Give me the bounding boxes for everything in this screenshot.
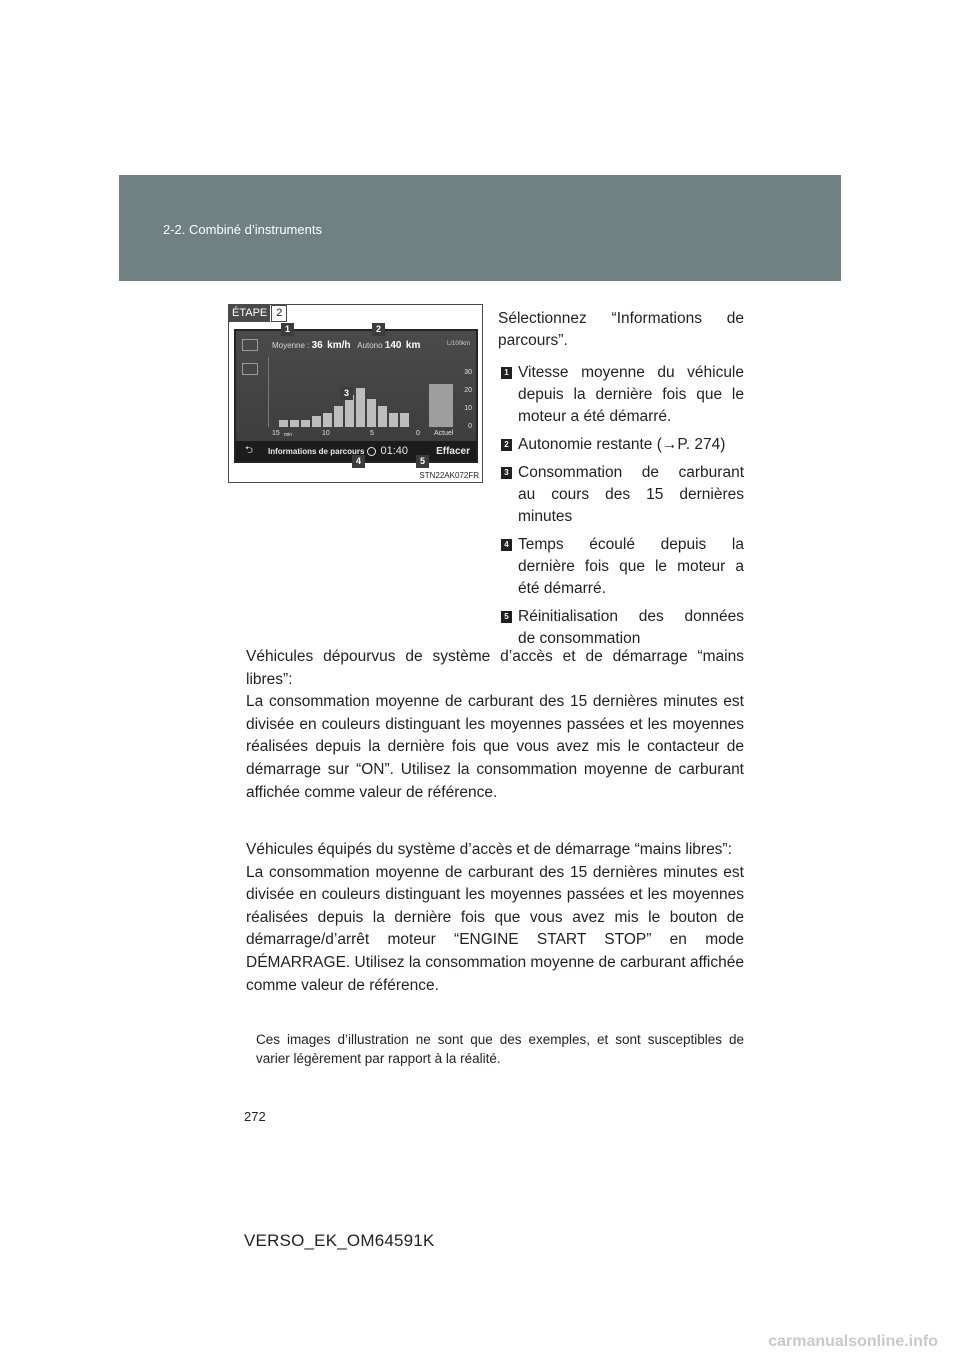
clock-icon [367,447,376,456]
bar [367,399,376,427]
callout-item-1 [498,362,744,428]
figure-trip-info [228,304,483,483]
bar [334,406,343,427]
callout-text-line: Autonomie restante (→P. 274) [518,436,726,453]
bar-actuel [429,384,453,427]
figure-code: STN22AK072FR [419,471,479,480]
callout-badge: 2 [501,439,512,451]
trip-info-title: Informations de parcours [268,446,365,456]
moyenne-value: 36 [311,340,323,351]
watermark: carmanualsonline.info [768,1333,938,1350]
callout-text-line: Consommation de carburant [518,464,744,481]
page-number: 272 [244,1109,266,1124]
bar [290,420,299,427]
callout-1: 1 [281,323,294,336]
callout-text-line: moteur a été démarré. [518,408,672,425]
callout-badge: 3 [501,467,512,479]
footer-code: VERSO_EK_OM64591K [244,1231,435,1250]
paragraph-body: La consommation moyenne de carburant des 15 dernières minutes est divisée en couleurs distinguant les moyennes passées et les moyennes réalisées depuis la dernière fois que vous avez mis le bouton de démarrage/d’arrêt moteur “ENGINE START STOP” en mode DÉMARRAGE. Utilisez la consommation moyenne de carburant affichée comme valeur de référence. [246,863,744,994]
bar [323,413,332,427]
fuel-pump-icon [242,363,258,375]
x-tick: 15 [272,430,280,437]
bar [389,413,398,427]
bar [378,406,387,427]
back-arrow-icon[interactable]: ⮌ [244,444,253,456]
callout-text-line: Temps écoulé depuis la [518,536,744,553]
callout-text-line: minutes [518,508,573,525]
autono-value: 140 [384,340,402,351]
paragraph-heading: Véhicules équipés du système d’accès et de démarrage “mains libres”: [246,841,732,858]
elapsed-time: 01:40 [380,445,408,457]
callout-text-line: au cours des 15 dernières [518,486,744,503]
display-screen [234,329,478,463]
effacer-button[interactable]: Effacer [436,445,470,457]
callout-2: 2 [372,323,385,336]
callout-badge: 1 [501,367,512,379]
x-tick: 10 [322,430,330,437]
bar [356,388,365,427]
callout-text-line: Vitesse moyenne du véhicule [518,364,744,381]
callout-badge: 5 [501,611,512,623]
x-tick: min [284,432,293,438]
consumption-unit: L/100km [446,341,470,347]
section-title: 2-2. Combiné d’instruments [163,222,322,237]
y-tick: 30 [464,369,472,376]
header-band [119,175,841,281]
autono-unit: km [405,340,421,351]
bar [312,416,321,427]
side-icons [242,339,260,399]
callout-text-line: Réinitialisation des données [518,608,744,625]
step-word: ÉTAPE [229,305,270,322]
callout-text-line: été démarré. [518,580,606,597]
bar [279,420,288,427]
y-tick: 20 [464,387,472,394]
callout-item-4 [498,534,744,600]
y-tick: 0 [468,423,472,430]
step-tag [229,305,287,322]
illustration-note: Ces images d’illustration ne sont que des exemples, et sont susceptibles de varier légèrement par rapport à la réalité. [256,1032,744,1066]
callout-4: 4 [352,455,365,468]
paragraph-heading: Véhicules dépourvus de système d’accès et de démarrage “mains libres”: [246,648,744,688]
callout-item-3 [498,462,744,528]
x-tick: Actuel [434,430,454,437]
paragraph-keyless-absent [246,646,744,804]
fuel-history-icon [242,339,258,351]
right-column [498,308,744,656]
paragraph-keyless-present [246,839,744,997]
callout-5: 5 [416,455,429,468]
callout-text-line: depuis la dernière fois que le [518,386,744,403]
x-tick: 5 [370,430,374,437]
moyenne-label: Moyenne : [272,341,310,350]
x-tick: 0 [416,430,420,437]
screen-topline [272,340,420,351]
paragraph-body: La consommation moyenne de carburant des 15 dernières minutes est divisée en couleurs distinguant les moyennes passées et les moyennes réalisées depuis la dernière fois que vous avez mis le contacteur de démarrage sur “ON”. Utilisez la consommation moyenne de carburant affichée comme valeur de référence. [246,693,744,801]
bar [301,420,310,427]
y-tick: 10 [464,405,472,412]
callout-text-line: dernière fois que le moteur a [518,558,744,575]
callout-item-2 [498,434,744,456]
bar [400,413,409,427]
intro-line: Sélectionnez “Informations de [498,310,744,327]
callout-item-5 [498,606,744,650]
callout-3: 3 [340,387,353,400]
moyenne-unit: km/h [327,340,351,351]
intro-line: parcours”. [498,332,568,349]
callout-badge: 4 [501,539,512,551]
callout-text-line: de consommation [518,630,641,647]
consumption-bar-chart [268,357,459,427]
autono-label: Autono [357,341,383,350]
callout-list [498,362,744,650]
step-number: 2 [271,305,287,322]
